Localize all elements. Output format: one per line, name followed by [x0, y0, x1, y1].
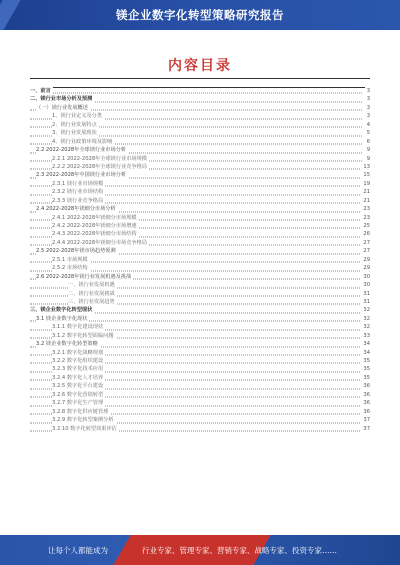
toc-entry-label: 3.2.3 数字化技术应用: [52, 366, 104, 373]
toc-entry-page: 21: [363, 189, 370, 196]
toc-entry-label: （一）镁行业发展概述: [36, 104, 88, 111]
toc-entry-page: 3: [366, 104, 370, 111]
toc-entry-page: 37: [363, 417, 370, 424]
toc-entry-page: 9: [366, 155, 370, 162]
toc-entry-label: 2.4.4 2022-2028年镁细分市场竞争格局: [52, 239, 147, 246]
toc-entry-page: 33: [363, 332, 370, 339]
toc-entry-label: 二、镁行业发展挑战: [68, 290, 115, 297]
toc-entry-label: 3.2.7 数字化生产管理: [52, 400, 104, 407]
toc-entry-label: 2、镁行业发展特点: [52, 121, 97, 128]
toc-entry-label: 一、镁行业发展机遇: [68, 282, 115, 289]
toc-entry-label: 3.2 镁企业数字化转型策略: [36, 341, 98, 348]
toc-entry-page: 5: [366, 130, 370, 137]
toc-entry-page: 3: [366, 96, 370, 103]
toc-entry-page: 37: [363, 425, 370, 432]
toc-entry-label: 3.2.5 数字化平台建设: [52, 383, 104, 390]
toc-entry-page: 35: [363, 366, 370, 373]
toc-entry-label: 2.2 2022-2028年全球镁行业市场分析: [36, 147, 127, 154]
toc-heading: 内容目录: [168, 58, 232, 74]
toc-entry-page: 31: [363, 298, 370, 305]
toc-entry-page: 30: [363, 282, 370, 289]
toc-entry-page: 36: [363, 400, 370, 407]
toc-entry-label: 2.2.1 2022-2028年全球镁行业市场规模: [52, 155, 147, 162]
footer-slogan-left: 让每个人都能成为: [48, 546, 108, 555]
toc-entry-page: 35: [363, 358, 370, 364]
toc-entry-label: 3.2.1 数字化战略规划: [52, 349, 104, 356]
toc-entry-label: 2.2.2 2022-2028年全球镁行业竞争格局: [52, 163, 147, 170]
report-title: 镁企业数字化转型策略研究报告: [116, 8, 284, 22]
toc-entry-label: 3.1.2 数字化转型面临问题: [52, 332, 114, 339]
toc-top-rule: [30, 78, 370, 79]
toc-entry-label: 一、前言: [30, 88, 51, 94]
toc-entry-page: 6: [366, 138, 370, 145]
toc-entry-page: 27: [363, 239, 370, 246]
toc-entry-label: 2.4 2022-2028年镁细分市场分析: [36, 206, 116, 213]
toc-entry-label: 2.5 2022-2028年镁市场趋势预测: [36, 248, 116, 255]
toc-entry-page: 32: [363, 315, 370, 322]
footer-slogan-right: 行业专家、管理专家、营销专家、战略专家、投资专家……: [142, 546, 337, 555]
toc-entry-page: 34: [363, 349, 370, 356]
toc-entry-page: 23: [363, 206, 370, 213]
toc-entry[interactable]: [30, 425, 370, 433]
toc-entry-page: 23: [363, 214, 370, 221]
toc-entry-page: 3: [366, 113, 370, 120]
toc-entry-label: 2.3.2 镁行业市场结构: [52, 189, 104, 196]
toc-entry-label: 3.2.10 数字化转型效果评估: [52, 425, 117, 432]
toc-entry-page: 36: [363, 383, 370, 390]
toc-entry-page: 30: [363, 273, 370, 280]
toc-entry-label: 3.2.6 数字化营销转型: [52, 391, 104, 398]
toc-entry-page: 19: [363, 180, 370, 187]
report-header: [0, 0, 400, 30]
toc-entry-label: 2.3.1 镁行业市场规模: [52, 180, 104, 187]
toc-entry-page: 32: [363, 307, 370, 314]
toc-entry-page: 4: [366, 121, 370, 128]
toc-entry-label: 2.3 2022-2028年中国镁行业市场分析: [36, 172, 127, 179]
toc-entry-label: 2.5.1 市场规模: [52, 256, 88, 263]
toc-entry-label: 1、镁行业定义及分类: [52, 113, 102, 120]
toc-entry-label: 3.1.1 数字化建设现状: [52, 324, 104, 331]
page-footer: [0, 535, 400, 565]
toc-entry-label: 3.2.9 数字化转型案例分析: [52, 417, 114, 424]
toc-entry-page: 21: [363, 197, 370, 204]
toc-entry-page: 27: [363, 248, 370, 255]
toc-entry-label: 三、镁企业数字化转型现状: [30, 307, 93, 314]
toc-entry-page: 26: [363, 231, 370, 238]
toc-entry-page: 32: [363, 324, 370, 331]
toc-entry-label: 2.4.3 2022-2028年镁细分市场结构: [52, 231, 137, 238]
toc-entry-page: 31: [363, 290, 370, 297]
toc-entry-label: 2.4.2 2022-2028年镁细分市场增速: [52, 223, 137, 229]
toc-entry-page: 34: [363, 341, 370, 348]
toc-entry-label: 2.4.1 2022-2028年镁细分市场规模: [52, 214, 137, 221]
toc-entry-label: 2.6 2022-2028年镁行业发展机遇及挑战: [36, 273, 132, 280]
toc-entry-label: 3.2.8 数字化供应链管理: [52, 408, 109, 415]
toc-entry-page: 3: [366, 88, 370, 94]
toc-entry-page: 9: [366, 147, 370, 154]
toc-entry-page: 15: [363, 172, 370, 179]
toc-entry-page: 35: [363, 374, 370, 381]
toc-entry-label: 三、镁行业发展趋势: [68, 298, 115, 305]
toc-entry-page: 36: [363, 391, 370, 398]
toc-entry-label: 3.1 镁企业数字化现状: [36, 315, 88, 322]
toc-entry-label: 3.2.4 数字化人才培养: [52, 374, 104, 381]
toc-entry-label: 3.2.2 数字化组织建设: [52, 358, 104, 364]
toc-entry-page: 36: [363, 408, 370, 415]
toc-entry-page: 25: [363, 223, 370, 229]
table-of-contents: [30, 87, 370, 433]
toc-entry-page: 13: [363, 163, 370, 170]
toc-entry-label: 二、镁行业市场分析及预测: [30, 96, 93, 103]
toc-entry-page: 29: [363, 265, 370, 272]
toc-entry-label: 2.3.3 镁行业竞争格局: [52, 197, 104, 204]
toc-entry-label: 2.5.2 市场结构: [52, 265, 88, 272]
toc-entry-page: 29: [363, 256, 370, 263]
toc-entry-label: 3、镁行业发展现状: [52, 130, 97, 137]
toc-entry-label: 4、镁行业政策环境及影响: [52, 138, 113, 145]
